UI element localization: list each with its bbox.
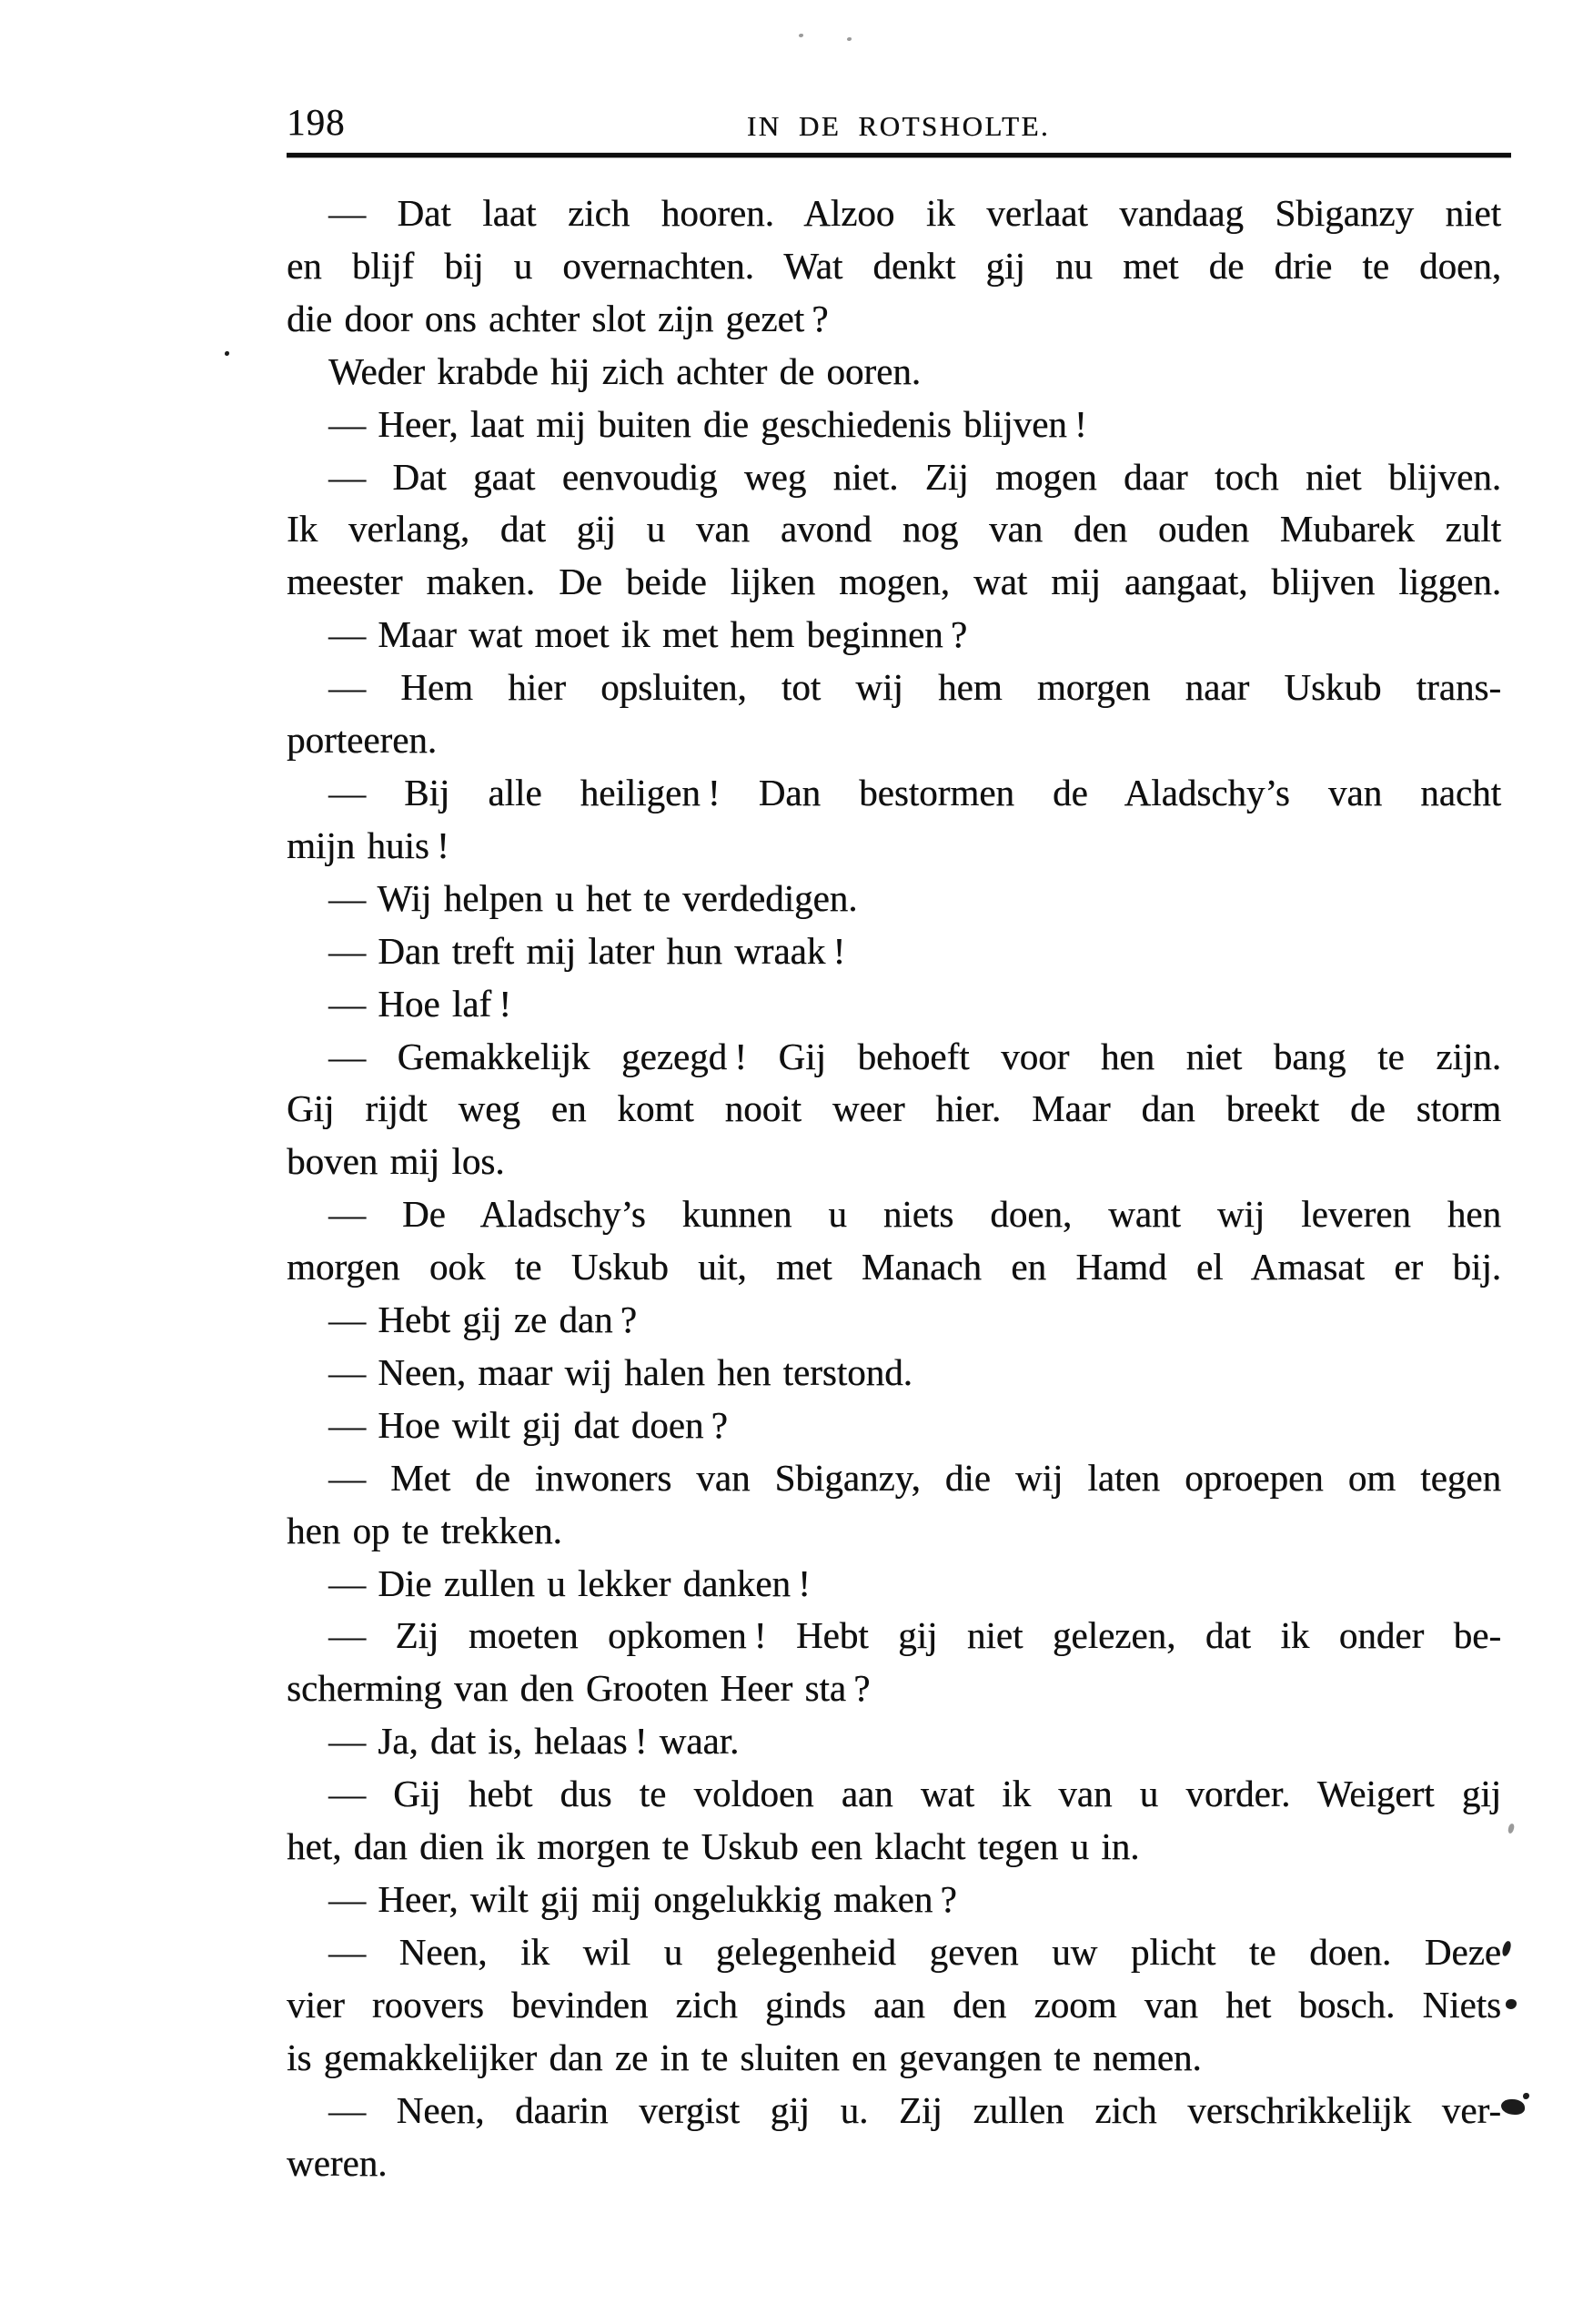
text-line: — Hoe laf ! — [328, 982, 511, 1025]
text-line: Weder krabde hij zich achter de ooren. — [328, 349, 922, 392]
text-line: — Maar wat moet ik met hem beginnen ? — [328, 613, 968, 656]
text-line: — De Aladschy’s kunnen u niets doen, want wij leveren hen — [328, 1193, 1501, 1236]
text-line: — Dan treft mij later hun wraak ! — [328, 929, 846, 972]
ink-speck — [1501, 1940, 1512, 1956]
text-line: — Ja, dat is, helaas ! waar. — [328, 1720, 740, 1763]
text-line: — Neen, maar wij halen hen terstond. — [328, 1350, 912, 1393]
text-line: Gij rijdt weg en komt nooit weer hier. Maar dan breekt de storm — [287, 1087, 1501, 1130]
text-line: — Hoe wilt gij dat doen ? — [328, 1403, 728, 1446]
text-line: — Gij hebt dus te voldoen aan wat ik van u vorder. Weigert gij — [328, 1773, 1501, 1815]
text-line: — Neen, daarin vergist gij u. Zij zullen zich verschrikkelijk ver- — [328, 2088, 1501, 2131]
ink-speck — [1507, 1823, 1515, 1834]
ink-speck — [1501, 2099, 1525, 2115]
text-line: — Hebt gij ze dan ? — [328, 1298, 637, 1341]
page-number: 198 — [287, 101, 346, 143]
text-line: weren. — [287, 2141, 388, 2184]
ink-speck — [1523, 2093, 1529, 2099]
text-line: — Dat gaat eenvoudig weg niet. Zij mogen daar toch niet blijven. — [328, 455, 1501, 498]
text-line: — Zij moeten opkomen ! Hebt gij niet gelezen, dat ik onder be- — [328, 1614, 1501, 1657]
ink-speck — [1506, 1999, 1517, 2009]
text-line: morgen ook te Uskub uit, met Manach en Hamd el Amasat er bij. — [287, 1246, 1501, 1288]
text-line: — Dat laat zich hooren. Alzoo ik verlaat vandaag Sbiganzy niet — [328, 192, 1501, 234]
text-line: is gemakkelijker dan ze in te sluiten en gevangen te nemen. — [287, 2036, 1202, 2078]
page-header — [287, 0, 1510, 164]
text-line: — Gemakkelijk gezegd ! Gij behoeft voor hen niet bang te zijn. — [328, 1035, 1501, 1077]
text-line: — Heer, laat mij buiten die geschiedenis blijven ! — [328, 402, 1087, 445]
text-line: vier roovers bevinden zich ginds aan den zoom van het bosch. Niets — [287, 1983, 1501, 2026]
text-line: scherming van den Grooten Heer sta ? — [287, 1667, 871, 1710]
text-line: meester maken. De beide lijken mogen, wat mij aangaat, blijven liggen. — [287, 561, 1501, 603]
body-text — [287, 187, 1501, 2189]
text-line: — Heer, wilt gij mij ongelukkig maken ? — [328, 1878, 957, 1920]
text-line: hen op te trekken. — [287, 1509, 562, 1551]
text-line: porteeren. — [287, 719, 438, 762]
text-line: boven mij los. — [287, 1140, 505, 1183]
running-title: IN DE ROTSHOLTE. — [746, 110, 1051, 142]
text-line: het, dan dien ik morgen te Uskub een klacht tegen u in. — [287, 1825, 1140, 1868]
header-rule — [287, 153, 1511, 157]
text-line: Ik verlang, dat gij u van avond nog van den ouden Mubarek zult — [287, 508, 1501, 551]
ink-speck — [225, 351, 229, 356]
text-line: en blijf bij u overnachten. Wat denkt gij nu met de drie te doen, — [287, 244, 1501, 287]
text-line: — Wij helpen u het te verdedigen. — [328, 876, 858, 919]
text-line: mijn huis ! — [287, 824, 449, 866]
text-line: — Hem hier opsluiten, tot wij hem morgen naar Uskub trans- — [328, 666, 1501, 709]
text-line: die door ons achter slot zijn gezet ? — [287, 297, 829, 339]
text-line: — Neen, ik wil u gelegenheid geven uw plicht te doen. Deze — [328, 1930, 1501, 1973]
text-line: — Bij alle heiligen ! Dan bestormen de Aladschy’s van nacht — [328, 771, 1501, 813]
text-line: — Die zullen u lekker danken ! — [328, 1561, 811, 1604]
text-line: — Met de inwoners van Sbiganzy, die wij laten oproepen om tegen — [328, 1456, 1501, 1499]
